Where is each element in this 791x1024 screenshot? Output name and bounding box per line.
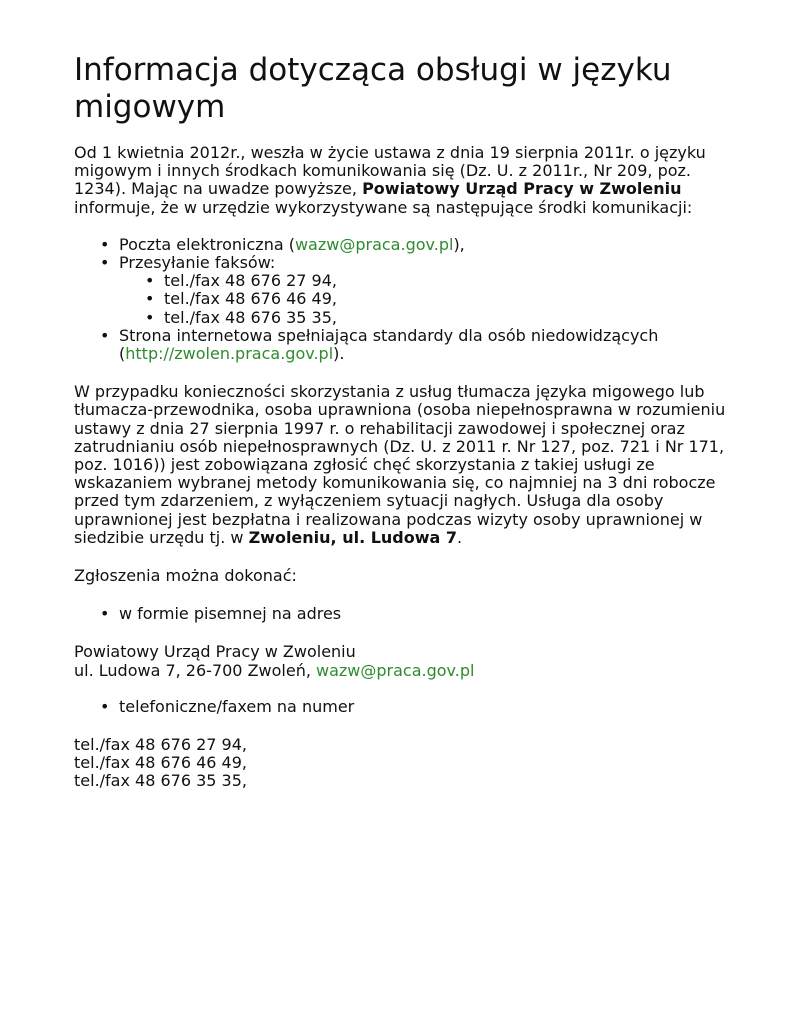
submissions-label: Zgłoszenia można dokonać: (74, 566, 297, 586)
phone-number: tel./fax 48 676 35 35, (74, 771, 247, 791)
fax-numbers-list (119, 272, 740, 327)
intro-text-2: informuje, że w urzędzie wykorzystywane są następujące środki komunikacji: (74, 197, 693, 217)
phone-numbers-block (74, 736, 740, 791)
address-block (74, 643, 740, 679)
email-link[interactable]: wazw@praca.gov.pl (294, 234, 454, 254)
website-link[interactable]: http://zwolen.praca.gov.pl (125, 344, 334, 364)
office-name: Powiatowy Urząd Pracy w Zwoleniu (362, 179, 682, 199)
phone-number: tel./fax 48 676 46 49, (74, 753, 247, 773)
address-line-2: ul. Ludowa 7, 26-700 Zwoleń, (74, 660, 316, 680)
intro-paragraph (74, 144, 740, 217)
address-email-link[interactable]: wazw@praca.gov.pl (316, 660, 475, 680)
intro-text-1: Od 1 kwietnia 2012r., weszła w życie ustawa z dnia 19 sierpnia 2011r. o języku migowym i innych środkach komunikowania się (Dz. U. z 2011r., Nr 209, poz. 1234). Mając na uwadze powyższe, (74, 143, 706, 199)
fax-number-item: • tel./fax 48 676 46 49, (119, 290, 740, 308)
written-submission-list (74, 605, 740, 623)
address-line-1: Powiatowy Urząd Pracy w Zwoleniu (74, 642, 356, 662)
fax-number-item: • tel./fax 48 676 35 35, (119, 309, 740, 327)
list-item-email: • Poczta elektroniczna (wazw@praca.gov.pl), (74, 236, 740, 254)
list-item-website: • Strona internetowa spełniająca standardy dla osób niedowidzących (http://zwolen.praca.gov.pl). (74, 327, 740, 363)
office-address-bold: Zwoleniu, ul. Ludowa 7 (248, 527, 458, 547)
list-item-fax: • Przesyłanie faksów: • tel./fax 48 676 27 94, • tel./fax 48 676 46 49, • tel./fax 48 676 35 35, (74, 254, 740, 327)
interpreter-paragraph: W przypadku konieczności skorzystania z usług tłumacza języka migowego lub tłumacza-przewodnika, osoba uprawniona (osoba niepełnosprawna w rozumieniu ustawy z dnia 27 sierpnia 1997 r. o rehabilitacji zawodowej i społecznej oraz zatrudnianiu osób niepełnosprawnych (Dz. U. z 2011 r. Nr 127, poz. 721 i Nr 171, poz. 1016)) jest zobowiązana zgłosić chęć skorzystania z takiej usługi ze wskazaniem wybranej metody komunikowania się, co najmniej na 3 dni robocze przed tym zdarzeniem, z wyłączeniem sytuacji nagłych. Usługa dla osoby uprawnionej jest bezpłatna i realizowana podczas wizyty osoby uprawnionej w siedzibie urzędu tj. w Zwoleniu, ul. Ludowa 7. (74, 382, 726, 547)
page-title: Informacja dotycząca obsługi w języku migowym (74, 52, 672, 125)
phone-number: tel./fax 48 676 27 94, (74, 735, 247, 755)
list-item-written: • w formie pisemnej na adres (74, 605, 740, 623)
list-item-phone: • telefoniczne/faxem na numer (74, 698, 740, 716)
phone-submission-list (74, 698, 740, 716)
fax-number-item: • tel./fax 48 676 27 94, (119, 272, 740, 290)
communication-means-list (74, 236, 740, 363)
